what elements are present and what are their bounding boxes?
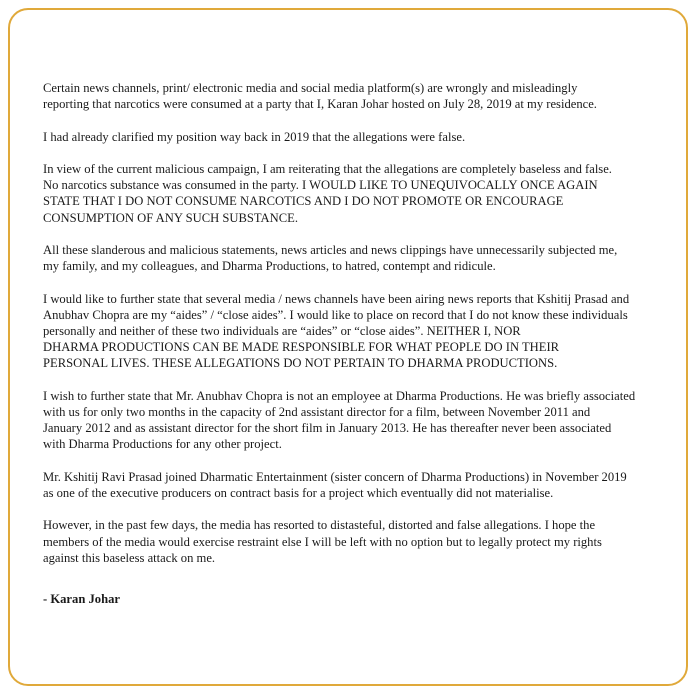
- signature: - Karan Johar: [43, 591, 120, 606]
- paragraph-aides: I would like to further state that several media / news channels have been airing news reports that Kshitij Prasad and Anubhav Chopra are my “aides” / “close aides”. I would like to place on record that I do not know these individuals personally and neither of these two individuals are “aides” or “close aides”. NEITHER I, NOR DHARMA PRODUCTIONS CAN BE MADE RESPONSIBLE FOR WHAT PEOPLE DO IN THEIR PERSONAL LIVES. THESE ALLEGATIONS DO NOT PERTAIN TO DHARMA PRODUCTIONS.: [43, 291, 630, 371]
- paragraph-allegation-report: Certain news channels, print/ electronic media and social media platform(s) are wrongly and misleadingly reporting that narcotics were consumed at a party that I, Karan Johar hosted on July 28, 2019 at my residence.: [43, 81, 597, 112]
- paragraph-reiteration: In view of the current malicious campaign, I am reiterating that the allegations are completely baseless and false. No narcotics substance was consumed in the party. I WOULD LIKE TO UNEQUIVOCALLY ONCE AGAIN STATE THAT I DO NOT CONSUME NARCOTICS AND I DO NOT PROMOTE OR ENCOURAGE CONSUMPTION OF ANY SUCH SUBSTANCE.: [43, 161, 612, 225]
- paragraph-prior-clarification: I had already clarified my position way back in 2019 that the allegations were false.: [43, 129, 466, 144]
- paragraph-kshitij-prasad: Mr. Kshitij Ravi Prasad joined Dharmatic Entertainment (sister concern of Dharma Productions) in November 2019 as one of the executive producers on contract basis for a project which eventually did not materialise.: [43, 469, 627, 500]
- statement-body: [43, 80, 675, 607]
- paragraph-slander: All these slanderous and malicious statements, news articles and news clippings have unnecessarily subjected me, my family, and my colleagues, and Dharma Productions, to hatred, contempt and ridicule.: [43, 242, 618, 274]
- paragraph-closing: However, in the past few days, the media has resorted to distasteful, distorted and false allegations. I hope the members of the media would exercise restraint else I will be left with no option but to legally protect my rights against this baseless attack on me.: [43, 518, 602, 565]
- paragraph-anubhav-chopra: I wish to further state that Mr. Anubhav Chopra is not an employee at Dharma Productions. He was briefly associated with us for only two months in the capacity of 2nd assistant director for a film, between November 2011 and January 2012 and as assistant director for the short film in January 2013. He has thereafter never been associated with Dharma Productions for any other project.: [43, 388, 636, 452]
- statement-frame: [8, 8, 688, 686]
